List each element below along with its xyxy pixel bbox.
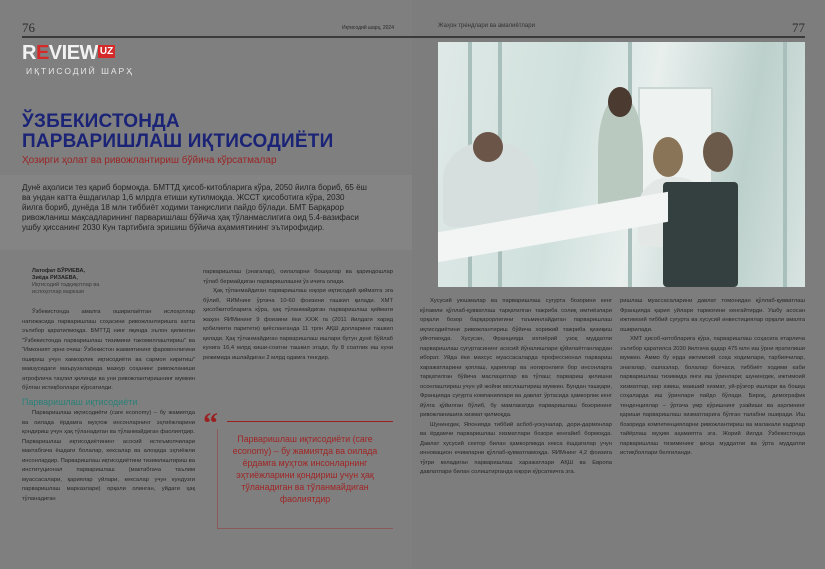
title-line: ПАРВАРИШЛАШ ИҚТИСОДИЁТИ [22,131,334,152]
paragraph: Парваришлаш иқтисодиёти (care economy) – бу жамиятда ва оилада ёрдамга муҳтож инсонларнинг эҳтиёжларини қондириш учун ҳақ тўланадиган ва тўланмайдиган фаолиятдир. Парваришлаш иқтисодиётининг асосий истеъмолчилари мактабгача ёшдаги болалар, кексалар ва алоҳида эҳтиёжли инсонлардир. Парваришлаш иқтисодиётини тизимлаштириш ва институционал парваришлаш (мактабгача таълим муассасалари, қариялар уйлари, кексалар учун кундузги парваришлаш марказлари) орқали олинган, уйдаги ҳақ тўланадиган [22,410,195,502]
column-1 [22,308,195,504]
author-name: Зиёда РИЗАЕВА, [32,275,78,281]
running-head: Иқтисодий шарҳ, 2024 [342,25,394,31]
paragraph: Ҳақ тўланмайдиган парваришлаш юқори иқтисодий қийматга эга бўлиб, ЯИМнинг ўртача 10-60 фоизини ташкил қилади. ХМТ ҳисобкитобларига кўра, ҳақ тўланмайдиган парваришлаш қиймати жаҳон ЯИМининг 9 фоизини ёки ХХЖ га (2011 йилдаги харид қобилияти паритети) қиёсланганда 11 трлн АҚШ долларини ташкил қилади. Ҳақ тўланмайдиган парваришлаш ишлари бутун дунё бўйлаб кунига 16,4 млрд киши-соатни ташкил этади, бу 8 соатлик иш куни режимида ишлайдиган 2 млрд одамга тенгдир. [203,288,393,361]
logo-brand: REVIEW [22,42,98,64]
paragraph: ХМТ ҳисоб-китобларига кўра, парваришлаш соҳасига етарлича эътибор қаратилса 2030 йилгача қадар 475 млн иш ўрни яратилиши мумкин. Аммо бу ерда ижтимоий соҳа ходимлари, тарбиячилар, энагалар, ошпазлар, болалар боғчаси, тиббиёт ходими каби парваришлаш тизимида янги иш ўринлари; шунингдек, ижтимоий хизматлар, кир ювиш, маиший хизмат, уй-рўзғор ишлари ва бошқа соҳаларда иш ўринлари пайдо бўлади. Бироқ, демографик тенденциялар – ўртача умр кўришнинг узайиши ва аҳолининг қариши парваришлаш хизматларига бўлган талабни оширади. Иш бозорида компетенцияларни ривожлантириш ва малакали кадрлар тайёрлаш муҳим аҳамиятга эга. Жорий йилда Ўзбекистонда парваришлаш тизимининг қисқа муддатли ва ўрта муддатли истиқболлари белгиланди. [620,336,805,456]
quote-mark-icon: “ [203,407,218,440]
logo-domain: UZ [99,46,114,57]
pull-quote [203,407,393,553]
paragraph: Ўзбекистонда амалга оширилаётган ислоҳотлар натижасида парваришлаш соҳасини ривожлантиришга катта эътибор қаратилмоқда. БМТТД нинг яқинда эълон қилинган "Ўзбекистонда парваришлаш тизимини такомиллаштириш" ва "Имконият эрни очиш: Ўзбекистон жамиятининг фаровонлигини ошириш учун хамкорлик иқтисодиёти ва сармоя киритиш" мавзусидаги маърузаларида мазкур соҳанинг ривожланиши атрофлича таҳлил қилинди ва уни ривожлантиришнинг мумкин бўлган истиқболлари кўрсатилди. [22,309,195,391]
page-number: 76 [22,20,35,35]
header-rule [22,36,412,38]
column-1 [420,297,612,478]
column-2 [203,268,393,363]
paragraph: ришлаш муассасаларини давлат томонидан қўллаб-қувватлаш Францияда қария уйлари тармоғини кенгайтирди. Ушбу асосан ижтимоий тиббий суғурта ва хусусий инвестициялар орқали амалга оширилади. [620,298,805,333]
author-name: Латофат БЎРИЕВА, [32,268,85,274]
quote-text: Парваришлаш иқтисодиёти (care economy) – бу жамиятда ва оилада ёрдамга муҳтож инсонларнинг эҳтиёжларини қондириш учун ҳақ тўланадиган ва тўланмайдиган фаолиятдир [232,434,378,504]
paragraph: парваришлаш (энагалар), оилаларни бошқалар ва қариндошлар тўлаб бермайдиган парваришлашни ўз ичига олади. [203,269,393,285]
meeting-photo [438,42,805,287]
title-line: ЎЗБЕКИСТОНДА [22,111,180,132]
logo-tagline: ИҚТИСОДИЙ ШАРҲ [26,66,134,76]
running-head: Жаҳон трендлари ва амалиётлари [438,23,535,29]
right-page [412,0,825,569]
header-rule [412,36,805,38]
author-affiliation: Иқтисодий тадқиқотлар ва ислоҳотлар маркази [32,282,100,295]
authors [32,268,122,296]
column-2 [620,297,805,459]
lead-box [0,175,412,250]
review-uz-logo [22,42,134,76]
article-subtitle: Ҳозирги ҳолат ва ривожлантириш бўйича кўрсатмалар [22,155,277,166]
lead-paragraph: Дунё аҳолиси тез қариб бормоқда. БМТТД ҳисоб-китобларига кўра, 2050 йилга бориб, 65 ёш ва ундан катта ёшдагилар 1,6 млрдга етиши кутилмоқда. ЖССТ ҳисоботига кўра, 2030 йилга бориб, дунёда 18 млн тиббиёт ходими танқислиги пайдо бўлади. БМТ Барқарор ривожланиш мақсадларининг парваришлаш бўйича ҳақ тўланмаслигига оид 5.4-вазифаси ушбу ҳиссанинг 2030 Кун тартибига эришиш бўйича аҳамиятининг эътирофидир. [22,183,367,232]
left-page [0,0,412,569]
paragraph: Шунингдек, Японияда тиббий асбоб-ускуналар, дори-дармонлар ва ёрдамчи парваришлаш хизматлари бозори кенгайиб бормоқда. Давлат хусусий сектор билан ҳамкорликда кекса ёшдагилар учун инновацион ечимларни қўллаб-қувватламоқда. ЯИМнинг 4,2 фоизига тўғри келадиган парваришлаш харажатлари АҚШ ва Европа давлатлари билан солиштирганда юқори кўрсаткичга эга. [420,421,612,475]
quote-rule [227,421,393,422]
article-title [22,112,333,152]
section-heading: Парваришлаш иқтисодиёти [22,396,138,407]
paragraph: Хусусий уюшмалар ва парваришлаш суғурта бозорини кенг кўламли қўллаб-қувватлаш тарқатилган тажриба солиқ имтиёзлари орқали бозор барқарорлигини таъминлайдиган парваришлаш иқтисодиётини ривожлантириш бўйича хорижий тажриба қизиқиш уйғотмоқда. Хусусан, Францияда ихтиёрий узоқ муддатли парваришлаш суғуртасининг асосий йўналишлари қўйилаётганлардан иборат. Уйда ёки махсус муассасаларда профессионал парвариш харажатларини қоплаш, қариялар ва ногиронлиги бор инсонларга тарқатилган бўйича маслаҳатлар ва тўлаш; парвариш қилишни осонлаштириш учун уй жойни мослаштириш мумкин. Бундан ташқари, Францияда суғурта компаниялари ва давлат ўртасида ҳамкорлик кенг йўлга қўйилган бўлиб, бу мамлакатда парваришлаш бозорининг ривожланишига хизмат қилмоқда. [420,298,612,418]
page-number: 77 [792,20,805,35]
